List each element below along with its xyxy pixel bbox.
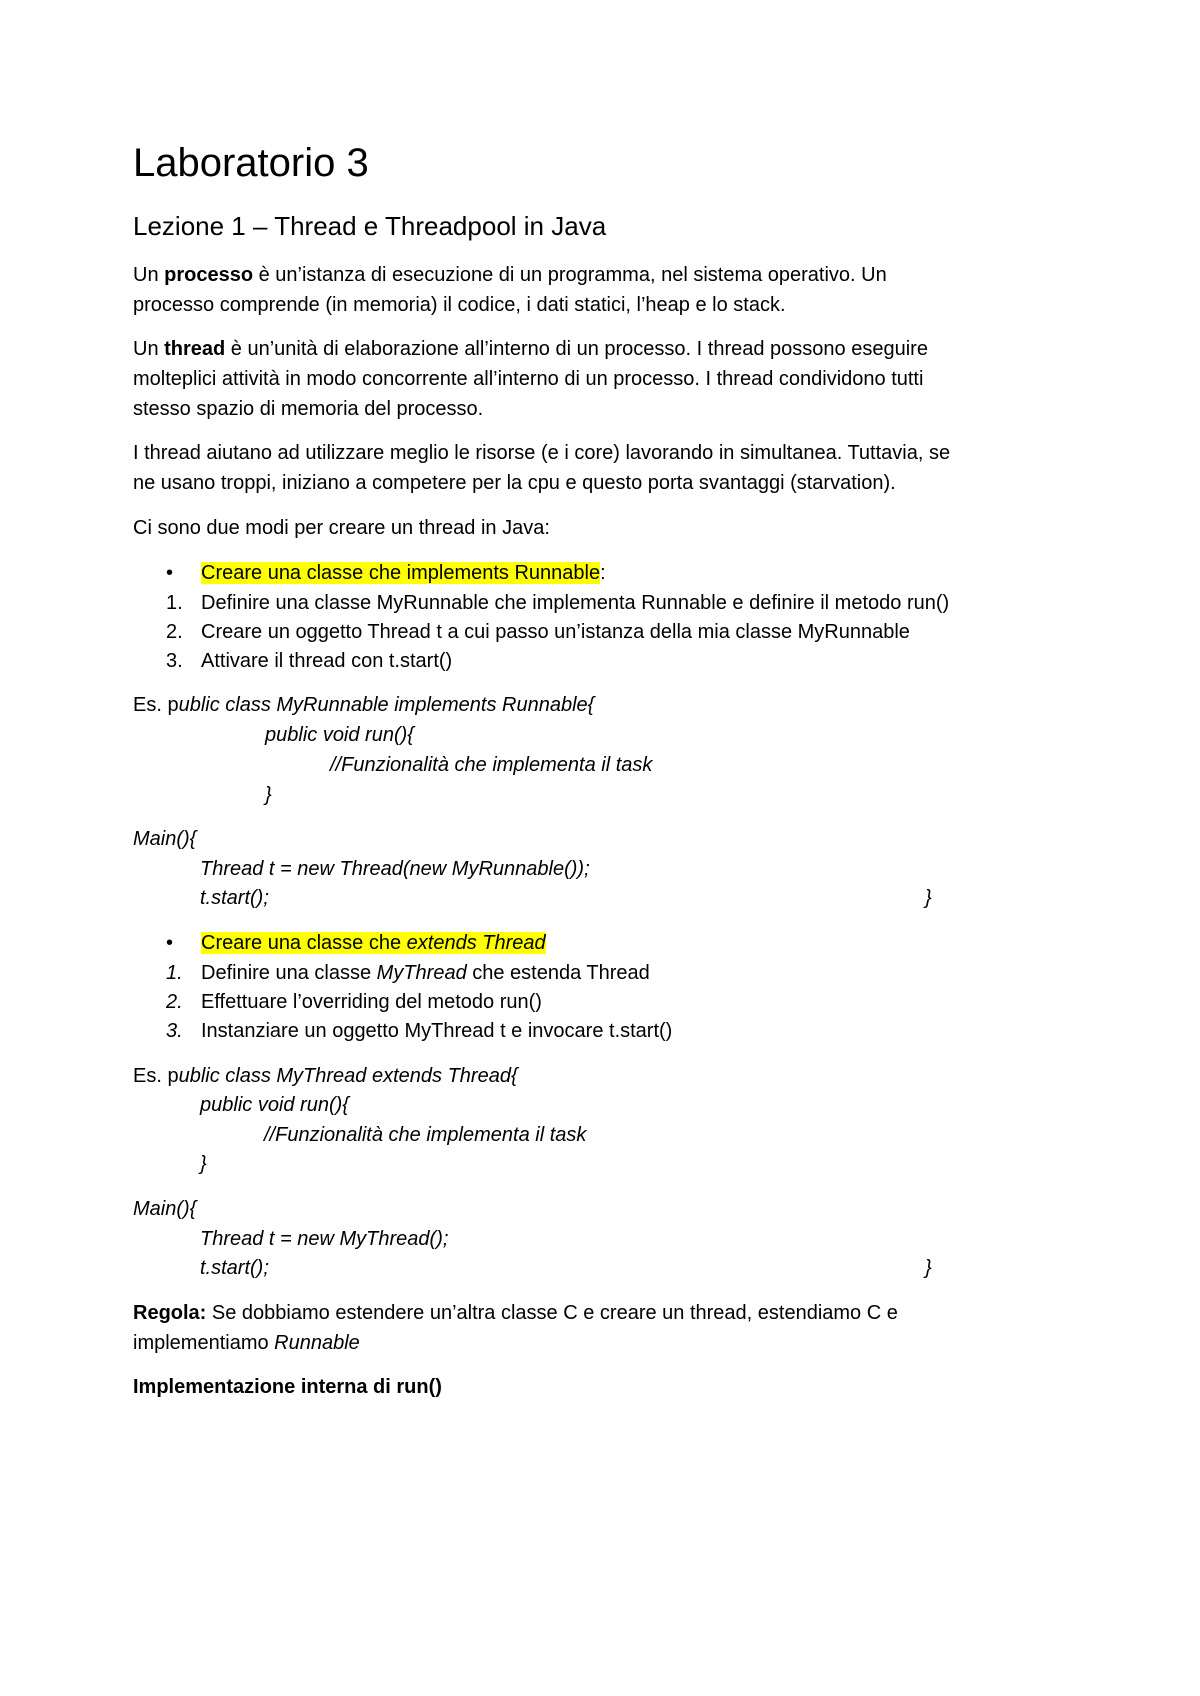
example1-line-1 bbox=[133, 692, 594, 718]
text: extends Thread bbox=[406, 932, 546, 954]
example1-line-3: //Funzionalità che implementa il task bbox=[330, 754, 653, 776]
lesson-heading: Lezione 1 – Thread e Threadpool in Java bbox=[133, 211, 607, 241]
paragraph-resources-line-1: I thread aiutano ad utilizzare meglio le risorse (e i core) lavorando in simultanea. Tuttavia, se bbox=[133, 442, 951, 464]
method2-step-1 bbox=[201, 960, 650, 986]
term-thread: thread bbox=[164, 338, 226, 360]
text: Es. p bbox=[133, 694, 179, 716]
rule-line-2 bbox=[133, 1330, 360, 1356]
text: Definire una classe bbox=[201, 962, 377, 984]
term-processo: processo bbox=[164, 264, 254, 286]
method2-heading bbox=[201, 930, 546, 956]
highlighted-text bbox=[201, 932, 546, 954]
text: Se dobbiamo estendere un’altra classe C e creare un thread, estendiamo C e bbox=[206, 1302, 898, 1324]
text: implementiamo bbox=[133, 1332, 275, 1354]
bullet-marker: • bbox=[166, 932, 174, 954]
code-text: ublic class MyRunnable implements Runnable{ bbox=[178, 694, 595, 716]
paragraph-thread-line-2: molteplici attività in modo concorrente all’interno di un processo. I thread condividono tutti bbox=[133, 368, 924, 390]
paragraph-thread-line-3: stesso spazio di memoria del processo. bbox=[133, 398, 484, 420]
paragraph-process-line-2: processo comprende (in memoria) il codice, i dati statici, l’heap e lo stack. bbox=[133, 294, 786, 316]
text: Un bbox=[133, 338, 165, 360]
example2-line-7: t.start(); bbox=[200, 1257, 269, 1279]
example1-line-6: Thread t = new Thread(new MyRunnable()); bbox=[200, 858, 590, 880]
example1-line-4: } bbox=[265, 784, 272, 806]
code-text: ublic class MyThread extends Thread{ bbox=[178, 1065, 518, 1087]
text: : bbox=[600, 562, 606, 584]
example2-line-2: public void run(){ bbox=[200, 1094, 349, 1116]
step-number: 3. bbox=[166, 650, 183, 672]
text: è un’unità di elaborazione all’interno di un processo. I thread possono eseguire bbox=[225, 338, 928, 360]
text: che estenda Thread bbox=[466, 962, 650, 984]
text: è un’istanza di esecuzione di un programma, nel sistema operativo. Un bbox=[253, 264, 887, 286]
method2-step-2: Effettuare l’overriding del metodo run() bbox=[201, 991, 542, 1013]
bullet-marker: • bbox=[166, 562, 174, 584]
example1-line-2: public void run(){ bbox=[265, 724, 414, 746]
step-number: 3. bbox=[166, 1020, 183, 1042]
example2-line-4: } bbox=[200, 1153, 207, 1175]
example1-line-5: Main(){ bbox=[133, 828, 197, 850]
text: Creare una classe che bbox=[201, 932, 407, 954]
rule-label: Regola: bbox=[133, 1302, 207, 1324]
example2-closing-brace: } bbox=[925, 1257, 932, 1279]
method1-heading bbox=[201, 560, 606, 586]
highlighted-text: Creare una classe che implements Runnable bbox=[201, 562, 601, 584]
step-number: 2. bbox=[166, 621, 183, 643]
example2-line-1 bbox=[133, 1063, 518, 1089]
text: Runnable bbox=[274, 1332, 360, 1354]
paragraph-two-ways: Ci sono due modi per creare un thread in Java: bbox=[133, 517, 550, 539]
paragraph-resources-line-2: ne usano troppi, iniziano a competere per la cpu e questo porta svantaggi (starvation). bbox=[133, 472, 896, 494]
rule-line-1 bbox=[133, 1300, 898, 1326]
text: Un bbox=[133, 264, 165, 286]
step-number: 1. bbox=[166, 962, 183, 984]
step-number: 2. bbox=[166, 991, 183, 1013]
example1-line-7: t.start(); bbox=[200, 887, 269, 909]
paragraph-thread-line-1 bbox=[133, 336, 928, 362]
text: Es. p bbox=[133, 1065, 179, 1087]
example2-line-3: //Funzionalità che implementa il task bbox=[264, 1124, 587, 1146]
method1-step-2: Creare un oggetto Thread t a cui passo un’istanza della mia classe MyRunnable bbox=[201, 621, 910, 643]
step-number: 1. bbox=[166, 592, 183, 614]
paragraph-process-line-1 bbox=[133, 262, 887, 288]
section-heading-run: Implementazione interna di run() bbox=[133, 1376, 442, 1398]
document-title: Laboratorio 3 bbox=[133, 141, 369, 185]
method1-step-1: Definire una classe MyRunnable che implementa Runnable e definire il metodo run() bbox=[201, 592, 950, 614]
text: MyThread bbox=[376, 962, 467, 984]
example2-line-5: Main(){ bbox=[133, 1198, 197, 1220]
example1-closing-brace: } bbox=[925, 887, 932, 909]
example2-line-6: Thread t = new MyThread(); bbox=[200, 1228, 449, 1250]
method2-step-3: Instanziare un oggetto MyThread t e invocare t.start() bbox=[201, 1020, 673, 1042]
method1-step-3: Attivare il thread con t.start() bbox=[201, 650, 453, 672]
